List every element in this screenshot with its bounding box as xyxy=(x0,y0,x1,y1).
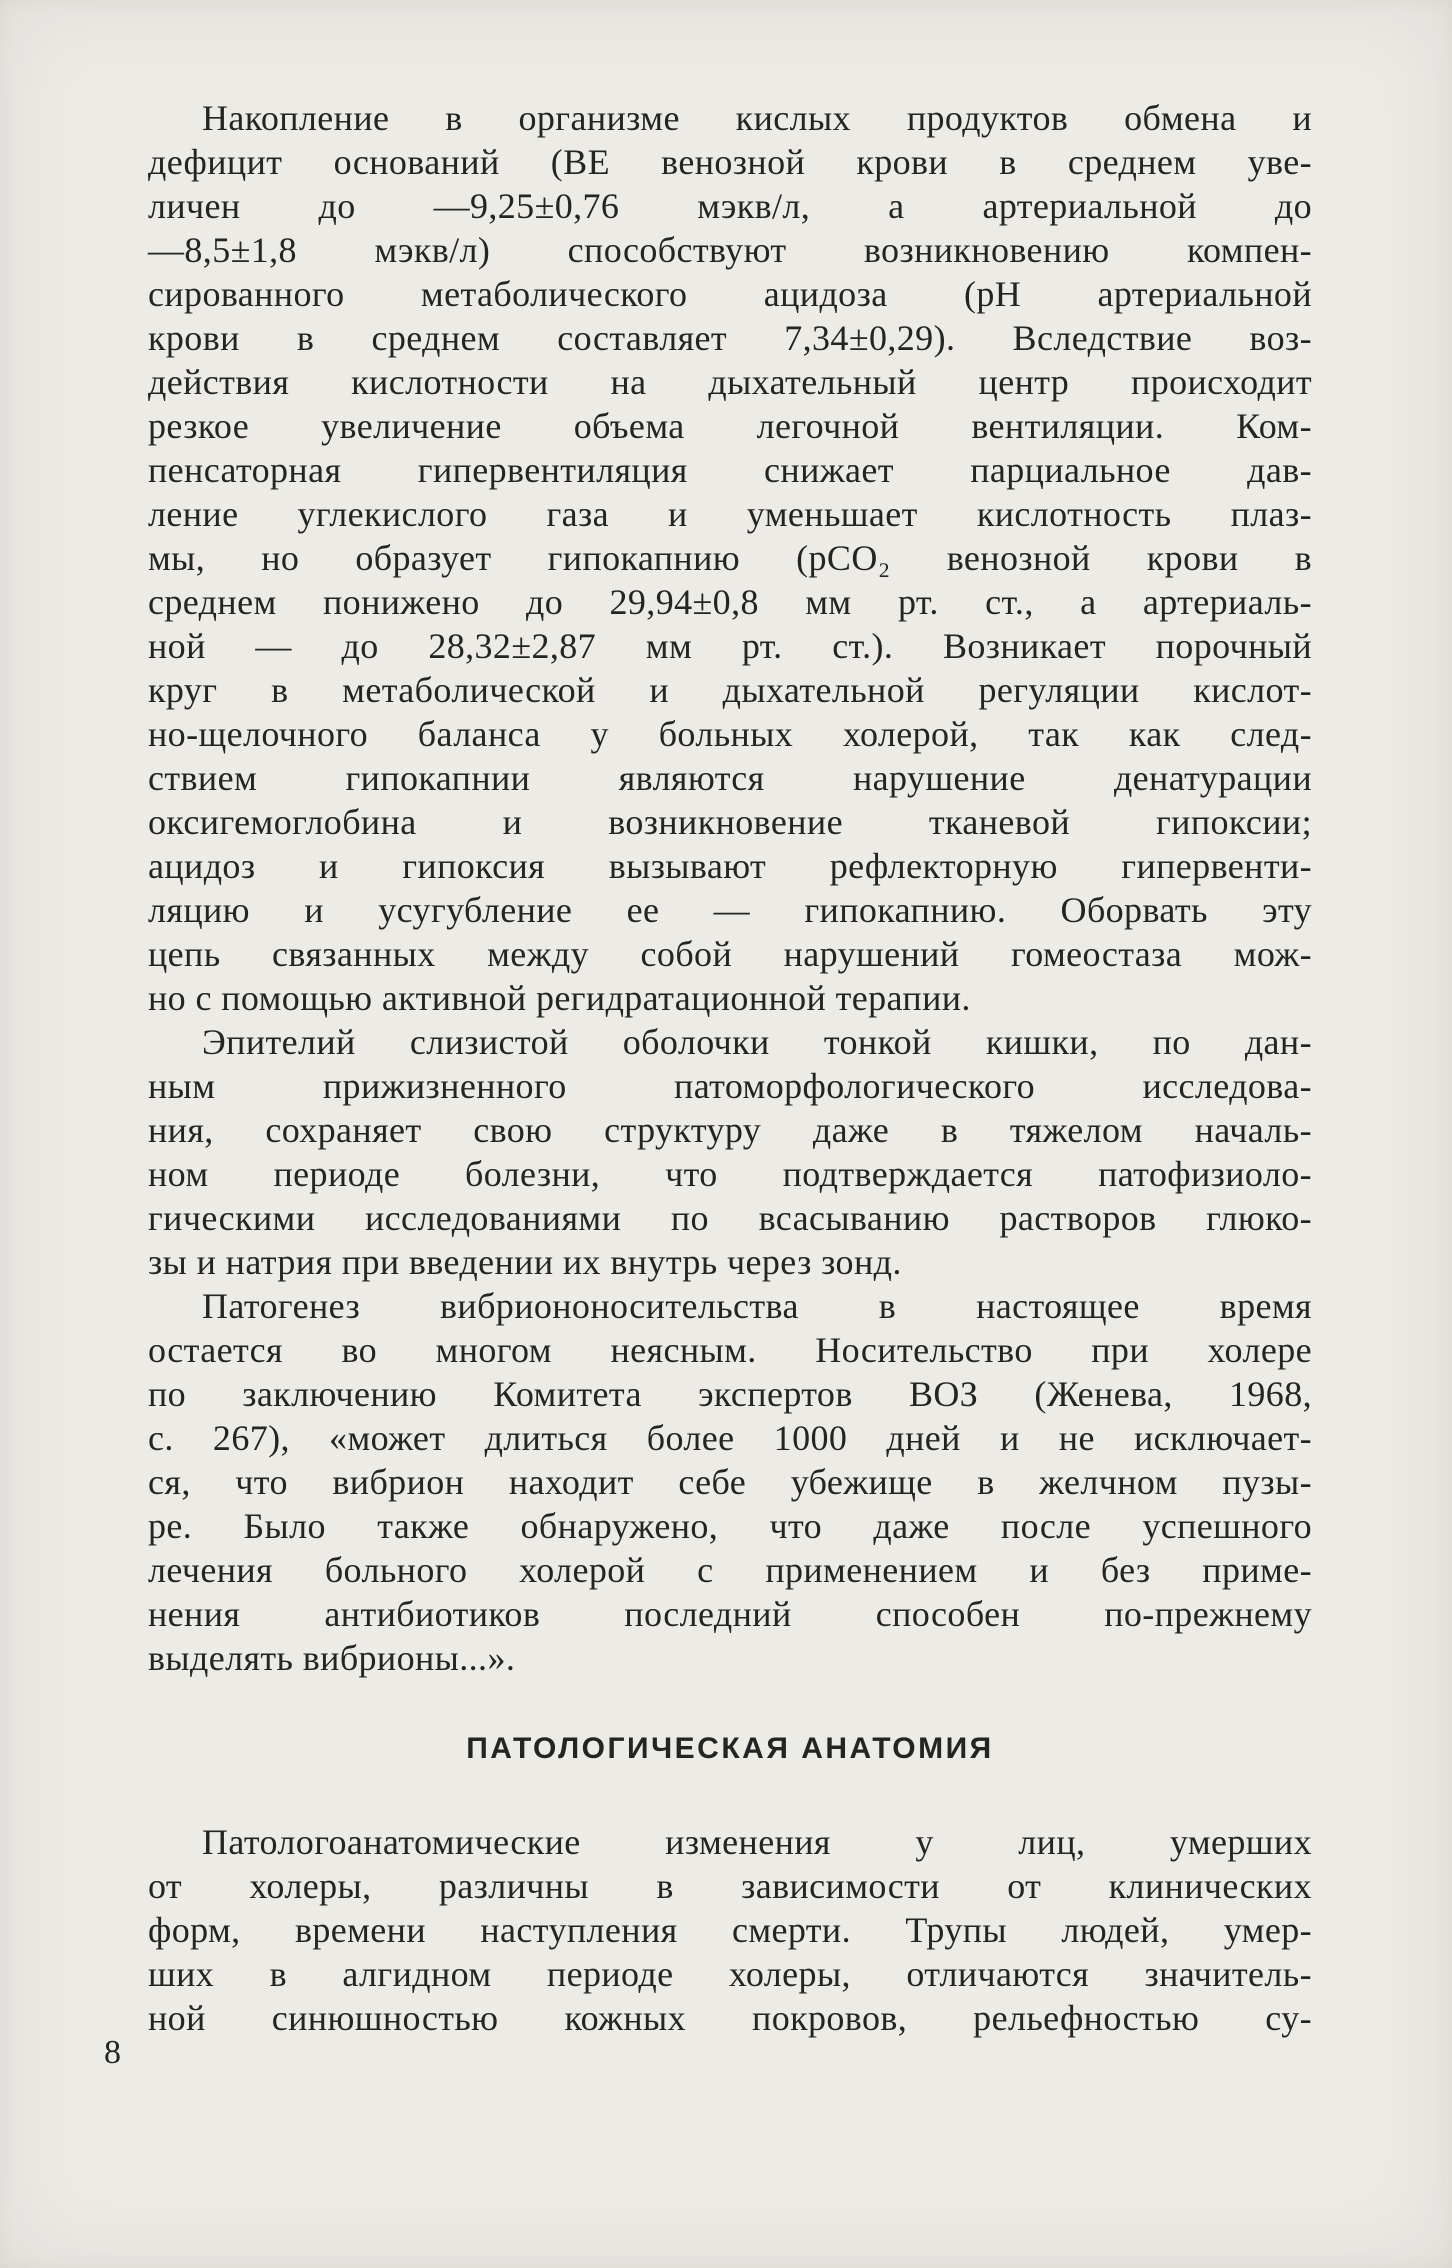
paragraph xyxy=(148,96,1312,1020)
text-line: резкое увеличение объема легочной вентиляции. Ком- xyxy=(148,406,1312,446)
paragraph xyxy=(148,1020,1312,1284)
text-line: ацидоз и гипоксия вызывают рефлекторную гипервенти- xyxy=(148,846,1312,886)
text-line: зы и натрия при введении их внутрь через зонд. xyxy=(148,1242,902,1282)
text-line: —8,5±1,8 мэкв/л) способствуют возникновению компен- xyxy=(148,230,1312,270)
text-line: действия кислотности на дыхательный центр происходит xyxy=(148,362,1312,402)
text-line: пенсаторная гипервентиляция снижает парциальное дав- xyxy=(148,450,1312,490)
text-line: Накопление в организме кислых продуктов обмена и xyxy=(202,98,1312,138)
text-line: ным прижизненного патоморфологического исследова- xyxy=(148,1066,1312,1106)
text-line: лечения больного холерой с применением и без приме- xyxy=(148,1550,1312,1590)
text-line: ной синюшностью кожных покровов, рельефностью су- xyxy=(148,1998,1312,2038)
text-line: остается во многом неясным. Носительство при холере xyxy=(148,1330,1312,1370)
text-line: мы, но образует гипокапнию (pCO₂ венозной крови в xyxy=(148,538,1312,578)
text-line: по заключению Комитета экспертов ВОЗ (Женева, 1968, xyxy=(148,1374,1312,1414)
text-line: ния, сохраняет свою структуру даже в тяжелом началь- xyxy=(148,1110,1312,1150)
section-heading: ПАТОЛОГИЧЕСКАЯ АНАТОМИЯ xyxy=(466,1732,994,1765)
text-line: ся, что вибрион находит себе убежище в желчном пузы- xyxy=(148,1462,1312,1502)
text-line: Патогенез вибриононосительства в настоящее время xyxy=(202,1286,1312,1326)
text-line: Патологоанатомические изменения у лиц, умерших xyxy=(202,1822,1312,1862)
text-line: ном периоде болезни, что подтверждается патофизиоло- xyxy=(148,1154,1312,1194)
paragraph xyxy=(148,1284,1312,1680)
text-line: но-щелочного баланса у больных холерой, так как след- xyxy=(148,714,1312,754)
text-line: личен до —9,25±0,76 мэкв/л, а артериальной до xyxy=(148,186,1312,226)
text-line: Эпителий слизистой оболочки тонкой кишки, по дан- xyxy=(202,1022,1312,1062)
text-line: нения антибиотиков последний способен по-прежнему xyxy=(148,1594,1312,1634)
text-line: от холеры, различны в зависимости от клинических xyxy=(148,1866,1312,1906)
text-line: дефицит оснований (BE венозной крови в среднем уве- xyxy=(148,142,1312,182)
text-line: ших в алгидном периоде холеры, отличаются значитель- xyxy=(148,1954,1312,1994)
text-line: цепь связанных между собой нарушений гомеостаза мож- xyxy=(148,934,1312,974)
text-line: ление углекислого газа и уменьшает кислотность плаз- xyxy=(148,494,1312,534)
text-line: но с помощью активной регидратационной терапии. xyxy=(148,978,971,1018)
text-line: крови в среднем составляет 7,34±0,29). Вследствие воз- xyxy=(148,318,1312,358)
paragraph xyxy=(148,1820,1312,2040)
text-column xyxy=(148,96,1312,2040)
text-line: сированного метаболического ацидоза (pH артериальной xyxy=(148,274,1312,314)
text-line: гическими исследованиями по всасыванию растворов глюко- xyxy=(148,1198,1312,1238)
text-line: выделять вибрионы...». xyxy=(148,1638,516,1678)
text-line: ляцию и усугубление ее — гипокапнию. Оборвать эту xyxy=(148,890,1312,930)
page-number: 8 xyxy=(104,2034,121,2071)
text-line: форм, времени наступления смерти. Трупы людей, умер- xyxy=(148,1910,1312,1950)
text-line: ствием гипокапнии являются нарушение денатурации xyxy=(148,758,1312,798)
text-line: ре. Было также обнаружено, что даже после успешного xyxy=(148,1506,1312,1546)
text-line: оксигемоглобина и возникновение тканевой гипоксии; xyxy=(148,802,1312,842)
text-line: с. 267), «может длиться более 1000 дней и не исключает- xyxy=(148,1418,1312,1458)
text-line: ной — до 28,32±2,87 мм рт. ст.). Возникает порочный xyxy=(148,626,1312,666)
text-line: среднем понижено до 29,94±0,8 мм рт. ст., а артериаль- xyxy=(148,582,1312,622)
text-line: круг в метаболической и дыхательной регуляции кислот- xyxy=(148,670,1312,710)
